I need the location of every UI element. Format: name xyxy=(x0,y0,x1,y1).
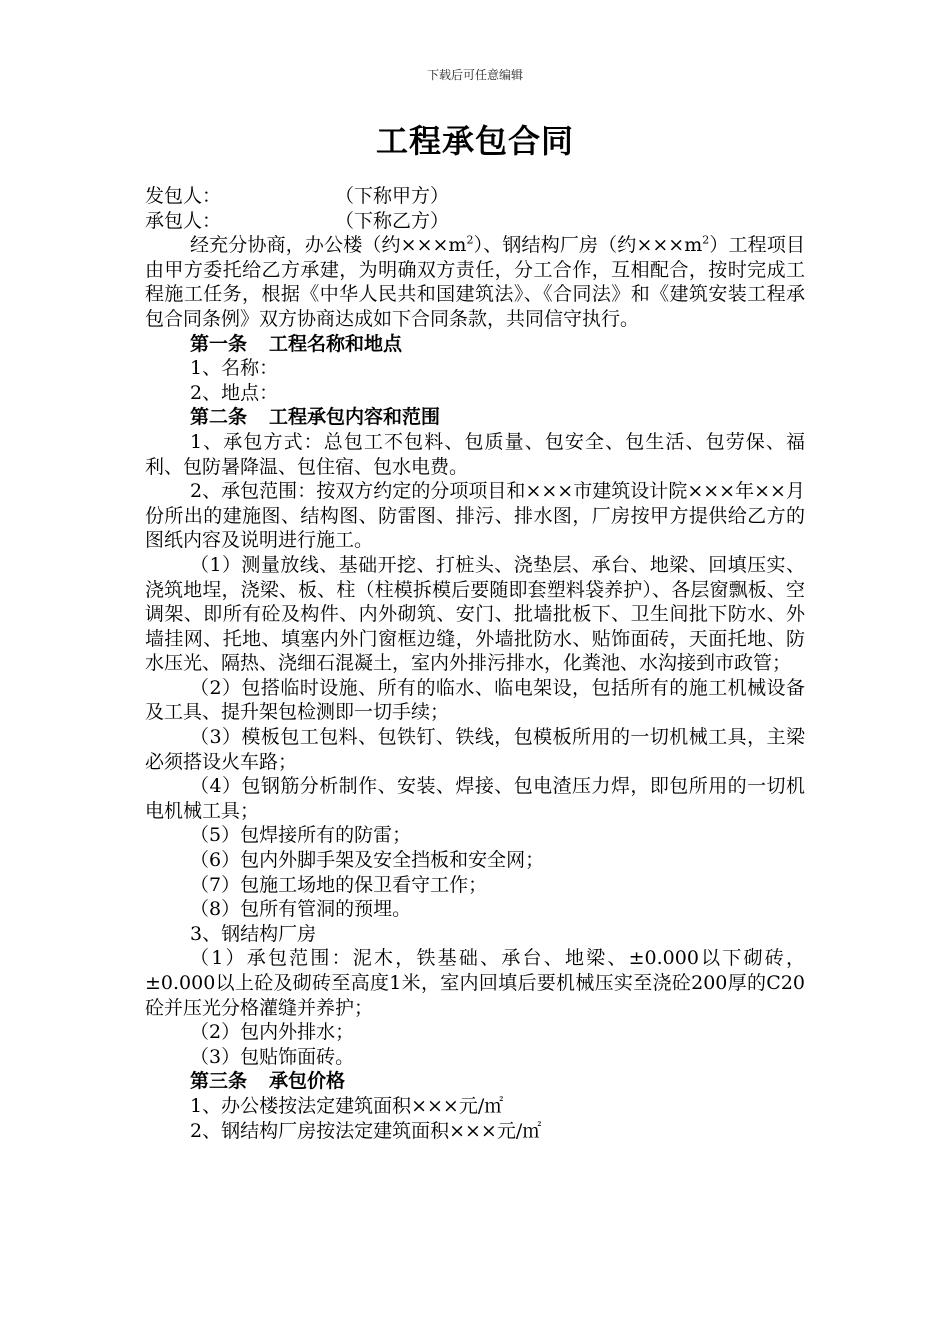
superscript: 2 xyxy=(466,233,474,247)
article-1-item: 2、地点： xyxy=(190,381,279,404)
article-3-heading xyxy=(145,1069,805,1094)
article-3-item: 1、办公楼按法定建筑面积×××元/㎡ xyxy=(190,1094,504,1117)
document-title: 工程承包合同 xyxy=(375,122,574,160)
article-2-subitem: （8）包所有管洞的预埋。 xyxy=(190,898,412,921)
article-2-subitem: （2）包搭临时设施、所有的临水、临电架设，包括所有的施工机械设备及工具、提升架包检测即一切手续； xyxy=(145,676,805,724)
article-2-paragraph: 1、承包方式：总包工不包料、包质量、包安全、包生活、包劳保、福利、包防暑降温、包住宿、包水电费。 xyxy=(145,430,805,478)
party-label: 发包人： xyxy=(145,185,222,207)
contract-body xyxy=(145,184,805,1143)
article-title: 工程名称和地点 xyxy=(269,332,403,355)
superscript: 2 xyxy=(702,233,710,247)
article-number: 第一条 xyxy=(190,332,248,355)
article-number: 第三条 xyxy=(190,1070,248,1093)
article-1-heading xyxy=(145,332,805,357)
article-2-subitem: （2）包内外排水； xyxy=(190,1021,355,1044)
party-label: 承包人： xyxy=(145,209,222,232)
article-1-item: 1、名称： xyxy=(190,357,279,380)
intro-text: ）、钢结构厂房（约×××m xyxy=(473,234,703,257)
party-employer xyxy=(145,184,805,209)
article-3-item: 2、钢结构厂房按法定建筑面积×××元/㎡ xyxy=(190,1119,542,1142)
article-2-subitem: （6）包内外脚手架及安全挡板和安全网； xyxy=(190,849,545,872)
party-contractor xyxy=(145,209,805,234)
intro-paragraph xyxy=(145,233,805,331)
article-2-heading xyxy=(145,405,805,430)
intro-text: 经充分协商，办公楼（约×××m xyxy=(190,234,467,257)
header-note: 下载后可任意编辑 xyxy=(426,68,523,82)
article-title: 工程承包内容和范围 xyxy=(269,406,441,429)
article-2-subitem: （1）测量放线、基础开挖、打桩头、浇垫层、承台、地梁、回填压实、浇筑地埕，浇梁、板、柱（柱模拆模后要随即套塑料袋养护）、各层窗飘板、空调架、即所有砼及构件、内外砌筑、安门、批墙批板下、卫生间批下防水、外墙挂网、托地、填塞内外门窗框边缝，外墙批防水、贴饰面砖，天面托地、防水压光、隔热、浇细石混凝土，室内外排污排水，化粪池、水沟接到市政管； xyxy=(145,553,805,675)
article-2-subitem: （3）模板包工包料、包铁钉、铁线，包模板所用的一切机械工具，主梁必须搭设火车路； xyxy=(145,726,805,773)
intro-text: ）工程项目由甲方委托给乙方承建，为明确双方责任，分工合作，互相配合，按时完成工程施工任务，根据《中华人民共和国建筑法》、《合同法》和《建筑安装工程承包合同条例》双方协商达成如下合同条款，共同信守执行。 xyxy=(145,234,805,330)
article-2-subitem: （3）包贴饰面砖。 xyxy=(190,1045,355,1068)
article-2-paragraph: 2、承包范围：按双方约定的分项项目和×××市建筑设计院×××年××月份所出的建施图、结构图、防雷图、排污、排水图，厂房按甲方提供给乙方的图纸内容及说明进行施工。 xyxy=(145,480,805,552)
article-2-subitem: （4）包钢筋分析制作、安装、焊接、包电渣压力焊，即包所用的一切机电机械工具； xyxy=(145,775,805,822)
article-2-paragraph: 3、钢结构厂房 xyxy=(190,922,317,945)
party-note: （下称乙方） xyxy=(335,209,450,232)
article-title: 承包价格 xyxy=(269,1070,346,1093)
article-2-subitem: （5）包焊接所有的防雷； xyxy=(190,824,412,847)
article-2-subitem: （1）承包范围：泥木，铁基础、承台、地梁、±0.000以下砌砖，±0.000以上砼及砌砖至高度1米，室内回填后要机械压实至浇砼200厚的C20砼并压光分格灌缝并养护； xyxy=(145,947,805,1019)
article-number: 第二条 xyxy=(190,406,248,429)
article-2-subitem: （7）包施工场地的保卫看守工作； xyxy=(190,873,488,896)
party-note: （下称甲方） xyxy=(335,185,450,207)
